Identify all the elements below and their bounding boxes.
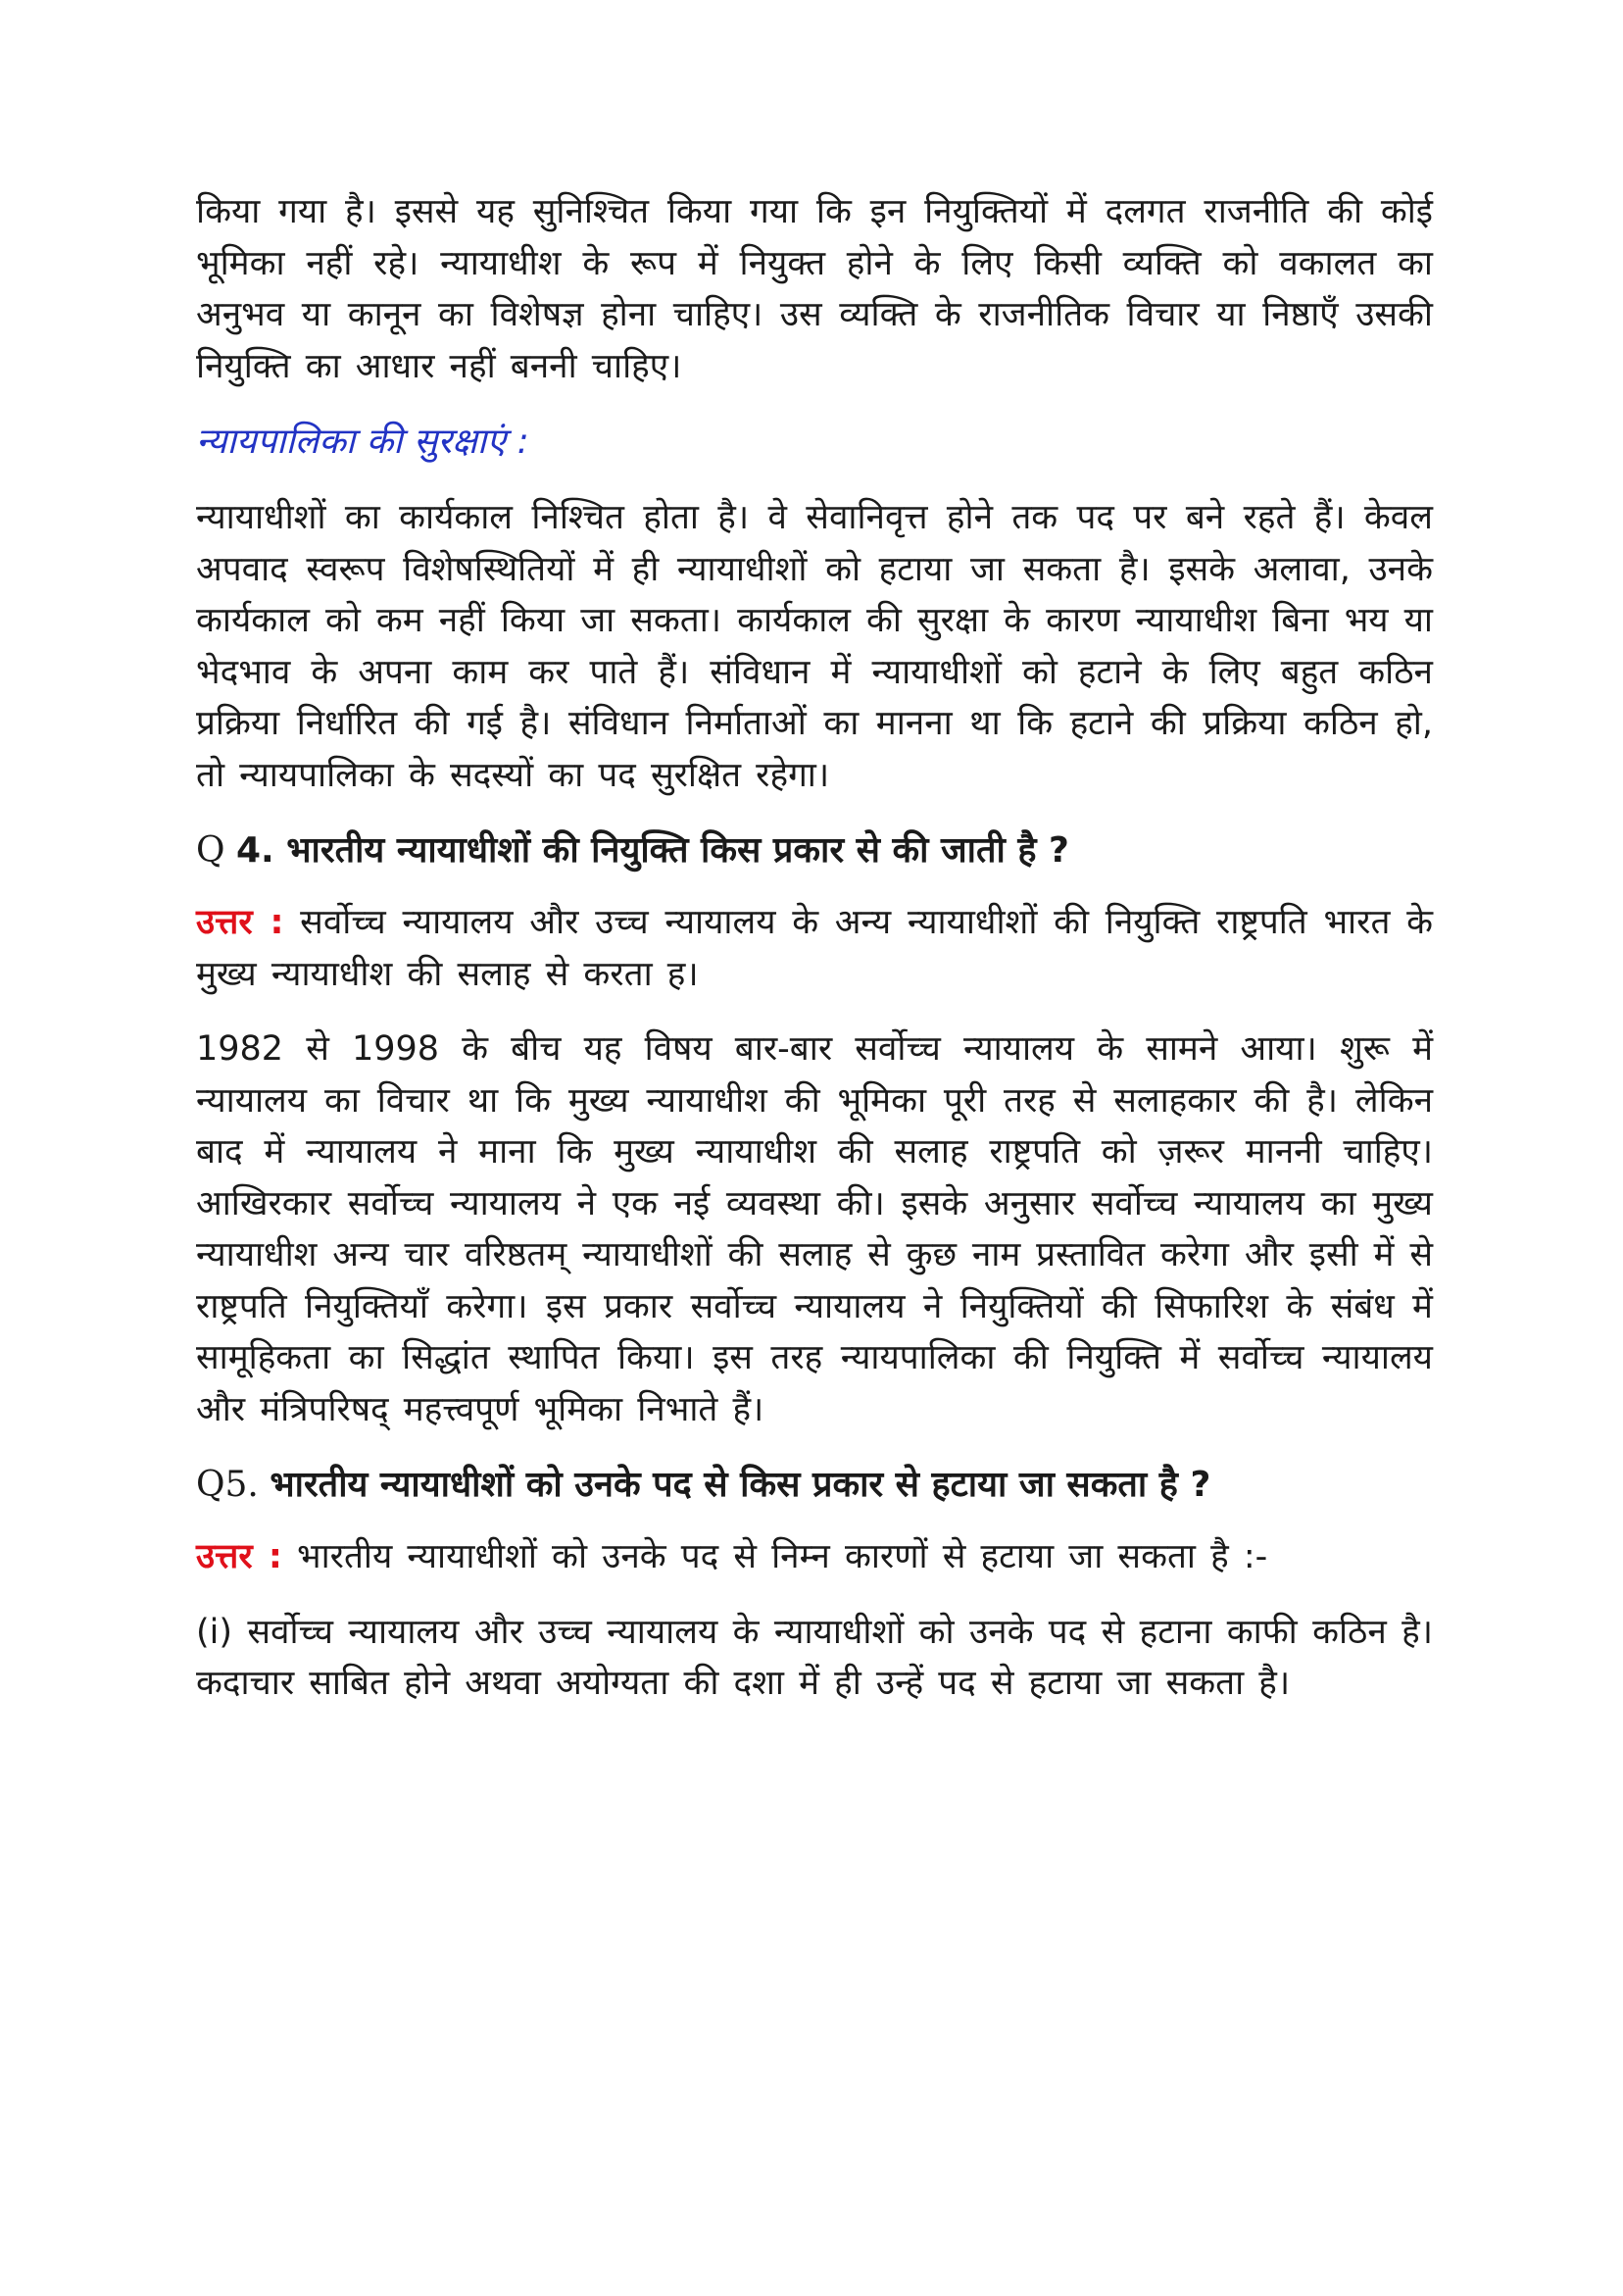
question-4	[196, 824, 1433, 877]
answer-5-text-1: भारतीय न्यायाधीशों को उनके पद से निम्न कारणों से हटाया जा सकता है :-	[281, 1537, 1268, 1576]
answer-5-paragraph-2: (i) सर्वोच्च न्यायालय और उच्च न्यायालय के न्यायाधीशों को उनके पद से हटाना काफी कठिन है। कदाचार साबित होने अथवा अयोग्यता की दशा में ही उन्हें पद से हटाया जा सकता है।	[196, 1612, 1433, 1703]
answer-4-paragraph-1	[196, 897, 1433, 1000]
answer-4-paragraph-2: 1982 से 1998 के बीच यह विषय बार-बार सर्वोच्च न्यायालय के सामने आया। शुरू में न्यायालय का विचार था कि मुख्य न्यायाधीश की भूमिका पूरी तरह से सलाहकार की है। लेकिन बाद में न्यायालय ने माना कि मुख्य न्यायाधीश की सलाह राष्ट्रपति को ज़रूर माननी चाहिए। आखिरकार सर्वोच्च न्यायालय ने एक नई व्यवस्था की। इसके अनुसार सर्वोच्च न्यायालय का मुख्य न्यायाधीश अन्य चार वरिष्ठतम् न्यायाधीशों की सलाह से कुछ नाम प्रस्तावित करेगा और इसी में से राष्ट्रपति नियुक्तियाँ करेगा। इस प्रकार सर्वोच्च न्यायालय ने नियुक्तियों की सिफारिश के संबंध में सामूहिकता का सिद्धांत स्थापित किया। इस तरह न्यायपालिका की नियुक्ति में सर्वोच्च न्यायालय और मंत्रिपरिषद् महत्त्वपूर्ण भूमिका निभाते हैं।	[196, 1029, 1433, 1429]
answer-label: उत्तर :	[196, 903, 284, 942]
question-5-text: भारतीय न्यायाधीशों को उनके पद से किस प्रकार से हटाया जा सकता है ?	[270, 1465, 1211, 1505]
paragraph-appointment-continuation: किया गया है। इससे यह सुनिश्चित किया गया कि इन नियुक्तियों में दलगत राजनीति की कोई भूमिका नहीं रहे। न्यायाधीश के रूप में नियुक्त होने के लिए किसी व्यक्ति को वकालत का अनुभव या कानून का विशेषज्ञ होना चाहिए। उस व्यक्ति के राजनीतिक विचार या निष्ठाएँ उसकी नियुक्ति का आधार नहीं बननी चाहिए।	[196, 192, 1433, 386]
question-4-text: 4. भारतीय न्यायाधीशों की नियुक्ति किस प्रकार से की जाती है ?	[235, 830, 1069, 871]
heading-judiciary-safeguards: न्यायपालिका की सुरक्षाएं :	[196, 422, 529, 462]
question-4-prefix: Q	[196, 830, 236, 871]
answer-5-paragraph-1	[196, 1531, 1433, 1583]
paragraph-tenure-security: न्यायाधीशों का कार्यकाल निश्चित होता है। वे सेवानिवृत्त होने तक पद पर बने रहते हैं। केवल अपवाद स्वरूप विशेषस्थितियों में ही न्यायाधीशों को हटाया जा सकता है। इसके अलावा, उनके कार्यकाल को कम नहीं किया जा सकता। कार्यकाल की सुरक्षा के कारण न्यायाधीश बिना भय या भेदभाव के अपना काम कर पाते हैं। संविधान में न्यायाधीशों को हटाने के लिए बहुत कठिन प्रक्रिया निर्धारित की गई है। संविधान निर्माताओं का मानना था कि हटाने की प्रक्रिया कठिन हो, तो न्यायपालिका के सदस्यों का पद सुरक्षित रहेगा।	[196, 498, 1433, 795]
document-page	[196, 186, 1433, 1733]
question-5	[196, 1459, 1433, 1512]
answer-4-text-1: सर्वोच्च न्यायालय और उच्च न्यायालय के अन्य न्यायाधीशों की नियुक्ति राष्ट्रपति भारत के मुख्य न्यायाधीश की सलाह से करता ह।	[196, 903, 1433, 994]
answer-label: उत्तर :	[196, 1537, 282, 1576]
question-5-prefix: Q5.	[196, 1465, 270, 1505]
